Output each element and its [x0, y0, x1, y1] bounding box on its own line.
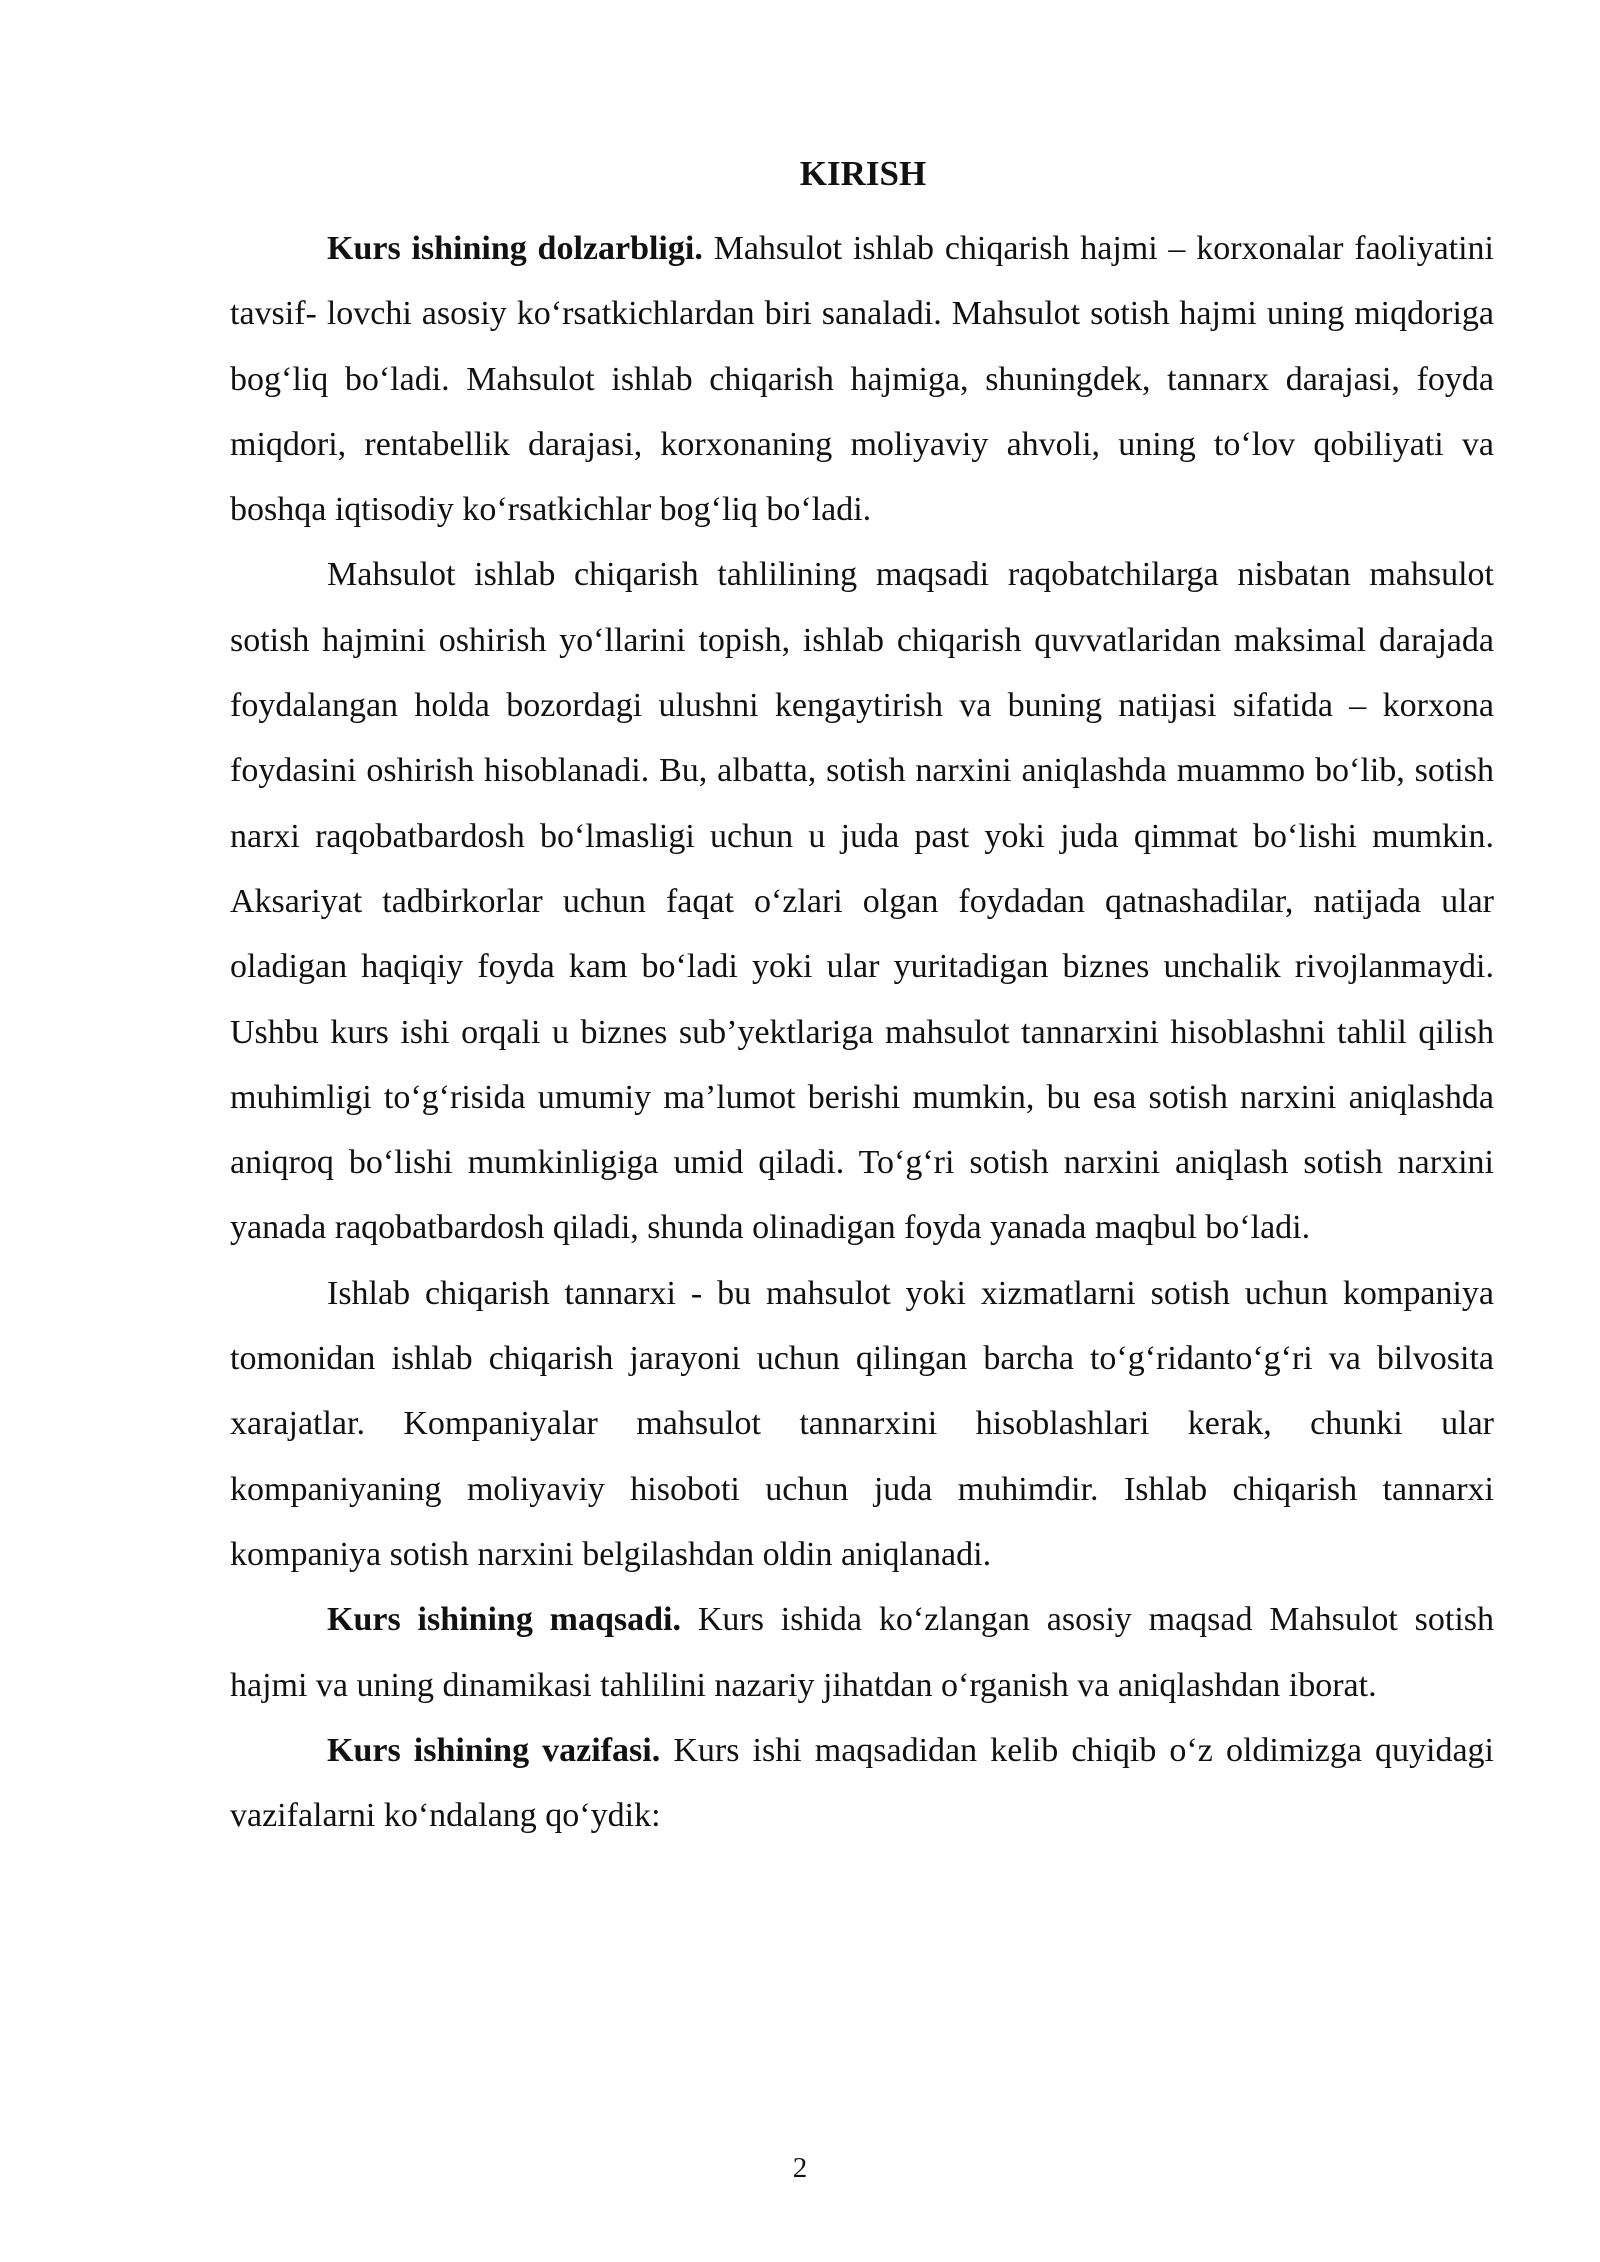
paragraph-objective — [230, 1587, 1494, 1718]
page-number: 2 — [792, 2152, 808, 2184]
section-title: KIRISH — [799, 154, 927, 193]
page-content — [230, 150, 1494, 1848]
paragraph-lead: Kurs ishining dolzarbligi. — [327, 230, 703, 267]
paragraph-lead: Kurs ishining maqsadi. — [327, 1601, 681, 1639]
paragraph-relevance — [230, 216, 1494, 542]
paragraph-text: Kurs ishi maqsadidan kelib chiqib o‘z oldimizga quyidagi vazifalarni ko‘ndalang qo‘ydik: — [230, 1731, 1494, 1835]
paragraph-text: Mahsulot ishlab chiqarish hajmi – korxonalar faoliyatini tavsif- lovchi asosiy ko‘rsatkichlardan biri sanaladi. Mahsulot sotish hajmi uning miqdoriga bog‘liq bo‘ladi. Mahsulot ishlab chiqarish hajmiga, shuningdek, tannarx darajasi, foyda miqdori, rentabellik darajasi, korxonaning moliyaviy ahvoli, uning to‘lov qobiliyati va boshqa iqtisodiy ko‘rsatkichlar bog‘liq bo‘ladi. — [230, 230, 1494, 529]
paragraph-text: Mahsulot ishlab chiqarish tahlilining maqsadi raqobatchilarga nisbatan mahsulot sotish hajmini oshirish yo‘llarini topish, ishlab chiqarish quvvatlaridan maksimal darajada foydalangan holda bozordagi ulushni kengaytirish va buning natijasi sifatida – korxona foydasini oshirish hisoblanadi. Bu, albatta, sotish narxini aniqlashda muammo bo‘lib, sotish narxi raqobatbardosh bo‘lmasligi uchun u juda past yoki juda qimmat bo‘lishi mumkin. Aksariyat tadbirkorlar uchun faqat o‘zlari olgan foydadan qatnashadilar, natijada ular oladigan haqiqiy foyda kam bo‘ladi yoki ular yuritadigan biznes unchalik rivojlanmaydi. Ushbu kurs ishi orqali u biznes sub’yektlariga mahsulot tannarxini hisoblashni tahlil qilish muhimligi to‘g‘risida umumiy ma’lumot berishi mumkin, bu esa sotish narxini aniqlashda aniqroq bo‘lishi mumkinligiga umid qiladi. To‘g‘ri sotish narxini aniqlash sotish narxini yanada raqobatbardosh qiladi, shunda olinadigan foyda yanada maqbul bo‘ladi. — [230, 556, 1494, 1247]
paragraph-text: Kurs ishida ko‘zlangan asosiy maqsad Mahsulot sotish hajmi va uning dinamikasi tahlilini nazariy jihatdan o‘rganish va aniqlashdan iborat. — [230, 1601, 1494, 1704]
paragraph-tasks — [230, 1718, 1494, 1849]
paragraph-text: Ishlab chiqarish tannarxi - bu mahsulot yoki xizmatlarni sotish uchun kompaniya tomonidan ishlab chiqarish jarayoni uchun qilingan barcha to‘g‘ridanto‘g‘ri va bilvosita xarajatlar. Kompaniyalar mahsulot tannarxini hisoblashlari kerak, chunki ular kompaniyaning moliyaviy hisoboti uchun juda muhimdir. Ishlab chiqarish tannarxi kompaniya sotish narxini belgilashdan oldin aniqlanadi. — [230, 1274, 1494, 1573]
paragraph-analysis-goal — [230, 542, 1494, 1260]
paragraph-lead: Kurs ishining vazifasi. — [327, 1731, 661, 1769]
paragraph-production-cost — [230, 1261, 1494, 1587]
